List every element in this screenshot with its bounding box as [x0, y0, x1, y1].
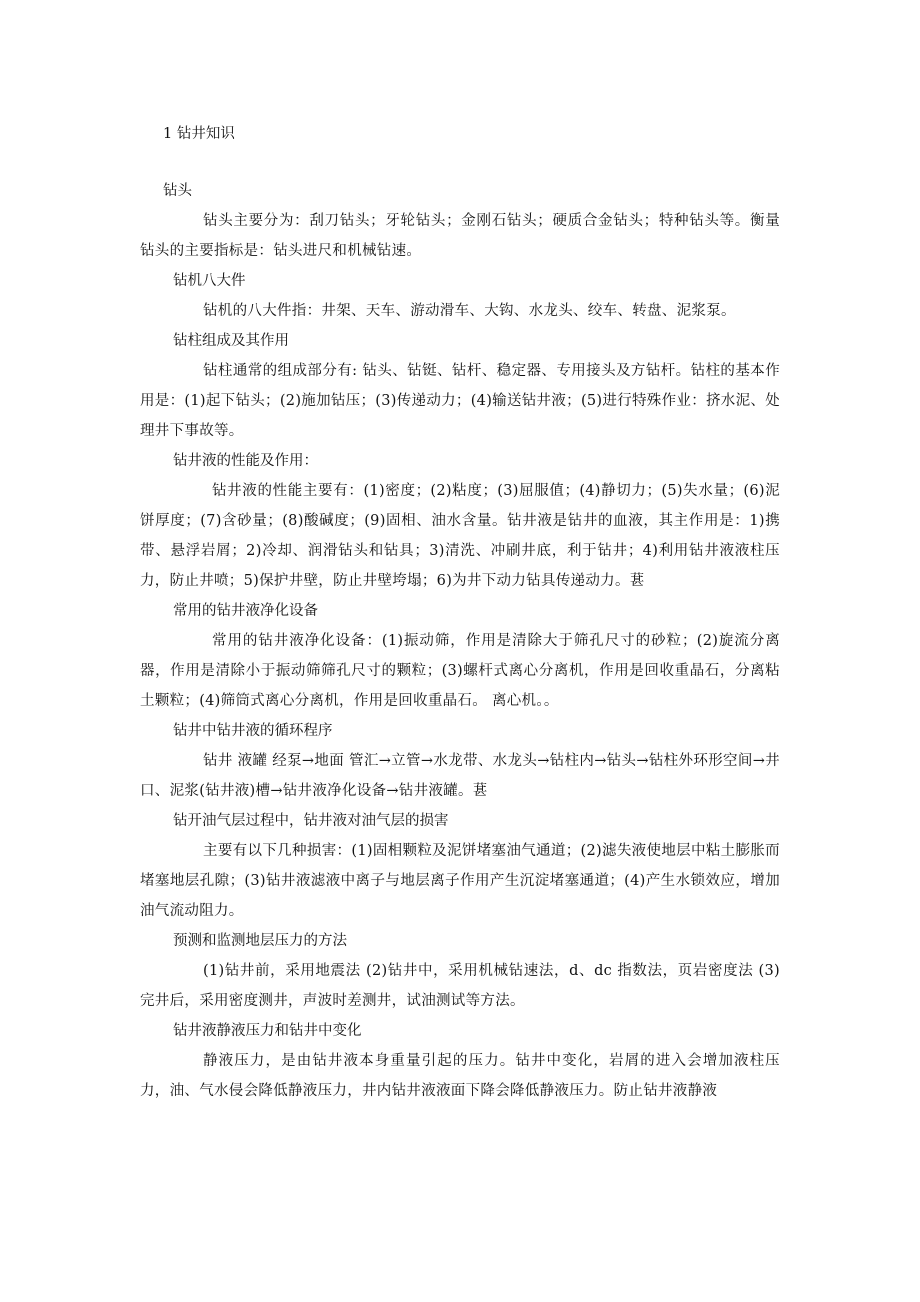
section-body-rig-components: 钻机的八大件指：井架、天车、游动滑车、大钩、水龙头、绞车、转盘、泥浆泵。: [203, 303, 736, 319]
section-heading-fluid-properties: 钻井液的性能及作用：: [173, 453, 318, 469]
section-body-purification-equipment: 常用的钻井液净化设备：(1)振动筛，作用是清除大于筛孔尺寸的砂粒；(2)旋流分离器，作用是清除小于振动筛筛孔尺寸的颗粒；(3)螺杆式离心分离机，作用是回收重晶石，分离粘土颗粒；(4)筛筒式离心分离机，作用是回收重晶石。 离心机。。: [140, 633, 780, 709]
section-heading-drill-string: 钻柱组成及其作用: [173, 333, 289, 349]
section-body-reservoir-damage: 主要有以下几种损害：(1)固相颗粒及泥饼堵塞油气通道；(2)滤失液使地层中粘土膨胀而堵塞地层孔隙；(3)钻井液滤液中离子与地层离子作用产生沉淀堵塞通道；(4)产生水锁效应，增加油气流动阻力。: [140, 843, 780, 919]
section-body-pressure-methods: (1)钻井前，采用地震法 (2)钻井中，采用机械钻速法，d、dc 指数法，页岩密度法 (3)完井后，采用密度测井，声波时差测井，试油测试等方法。: [140, 963, 780, 1009]
section-heading-purification-equipment: 常用的钻井液净化设备: [173, 603, 318, 619]
section-body-drill-bit: 钻头主要分为：刮刀钻头；牙轮钻头；金刚石钻头；硬质合金钻头；特种钻头等。衡量钻头的主要指标是：钻头进尺和机械钻速。: [140, 213, 780, 259]
section-body-hydrostatic-pressure: 静液压力，是由钻井液本身重量引起的压力。钻井中变化，岩屑的进入会增加液柱压力，油、气水侵会降低静液压力，井内钻井液液面下降会降低静液压力。防止钻井液静液: [140, 1053, 780, 1099]
section-heading-pressure-methods: 预测和监测地层压力的方法: [173, 933, 347, 949]
document-body: [140, 176, 780, 1106]
section-heading-drill-bit: 钻头: [163, 183, 192, 199]
section-body-fluid-properties: 钻井液的性能主要有：(1)密度；(2)粘度；(3)屈服值；(4)静切力；(5)失水量；(6)泥饼厚度；(7)含砂量；(8)酸碱度；(9)固相、油水含量。钻井液是钻井的血液，其主作用是：1)携带、悬浮岩屑；2)冷却、润滑钻头和钻具；3)清洗、冲刷井底，利于钻井；4)利用钻井液液柱压力，防止井喷；5)保护井壁，防止井壁垮塌；6)为井下动力钻具传递动力。葚: [140, 483, 780, 589]
section-body-circulation: 钻井 液罐 经泵→地面 管汇→立管→水龙带、水龙头→钻柱内→钻头→钻柱外环形空间→井口、泥浆(钻井液)槽→钻井液净化设备→钻井液罐。葚: [140, 753, 780, 799]
section-heading-reservoir-damage: 钻开油气层过程中，钻井液对油气层的损害: [173, 813, 449, 829]
section-heading-rig-components: 钻机八大件: [173, 273, 246, 289]
section-body-drill-string: 钻柱通常的组成部分有: 钻头、钻铤、钻杆、稳定器、专用接头及方钻杆。钻柱的基本作用是：(1)起下钻头；(2)施加钻压；(3)传递动力；(4)输送钻井液；(5)进行特殊作业：挤水泥、处理井下事故等。: [140, 363, 780, 439]
section-heading-hydrostatic-pressure: 钻井液静液压力和钻井中变化: [173, 1023, 362, 1039]
document-title: 1 钻井知识: [163, 126, 235, 142]
section-heading-circulation: 钻井中钻井液的循环程序: [173, 723, 333, 739]
